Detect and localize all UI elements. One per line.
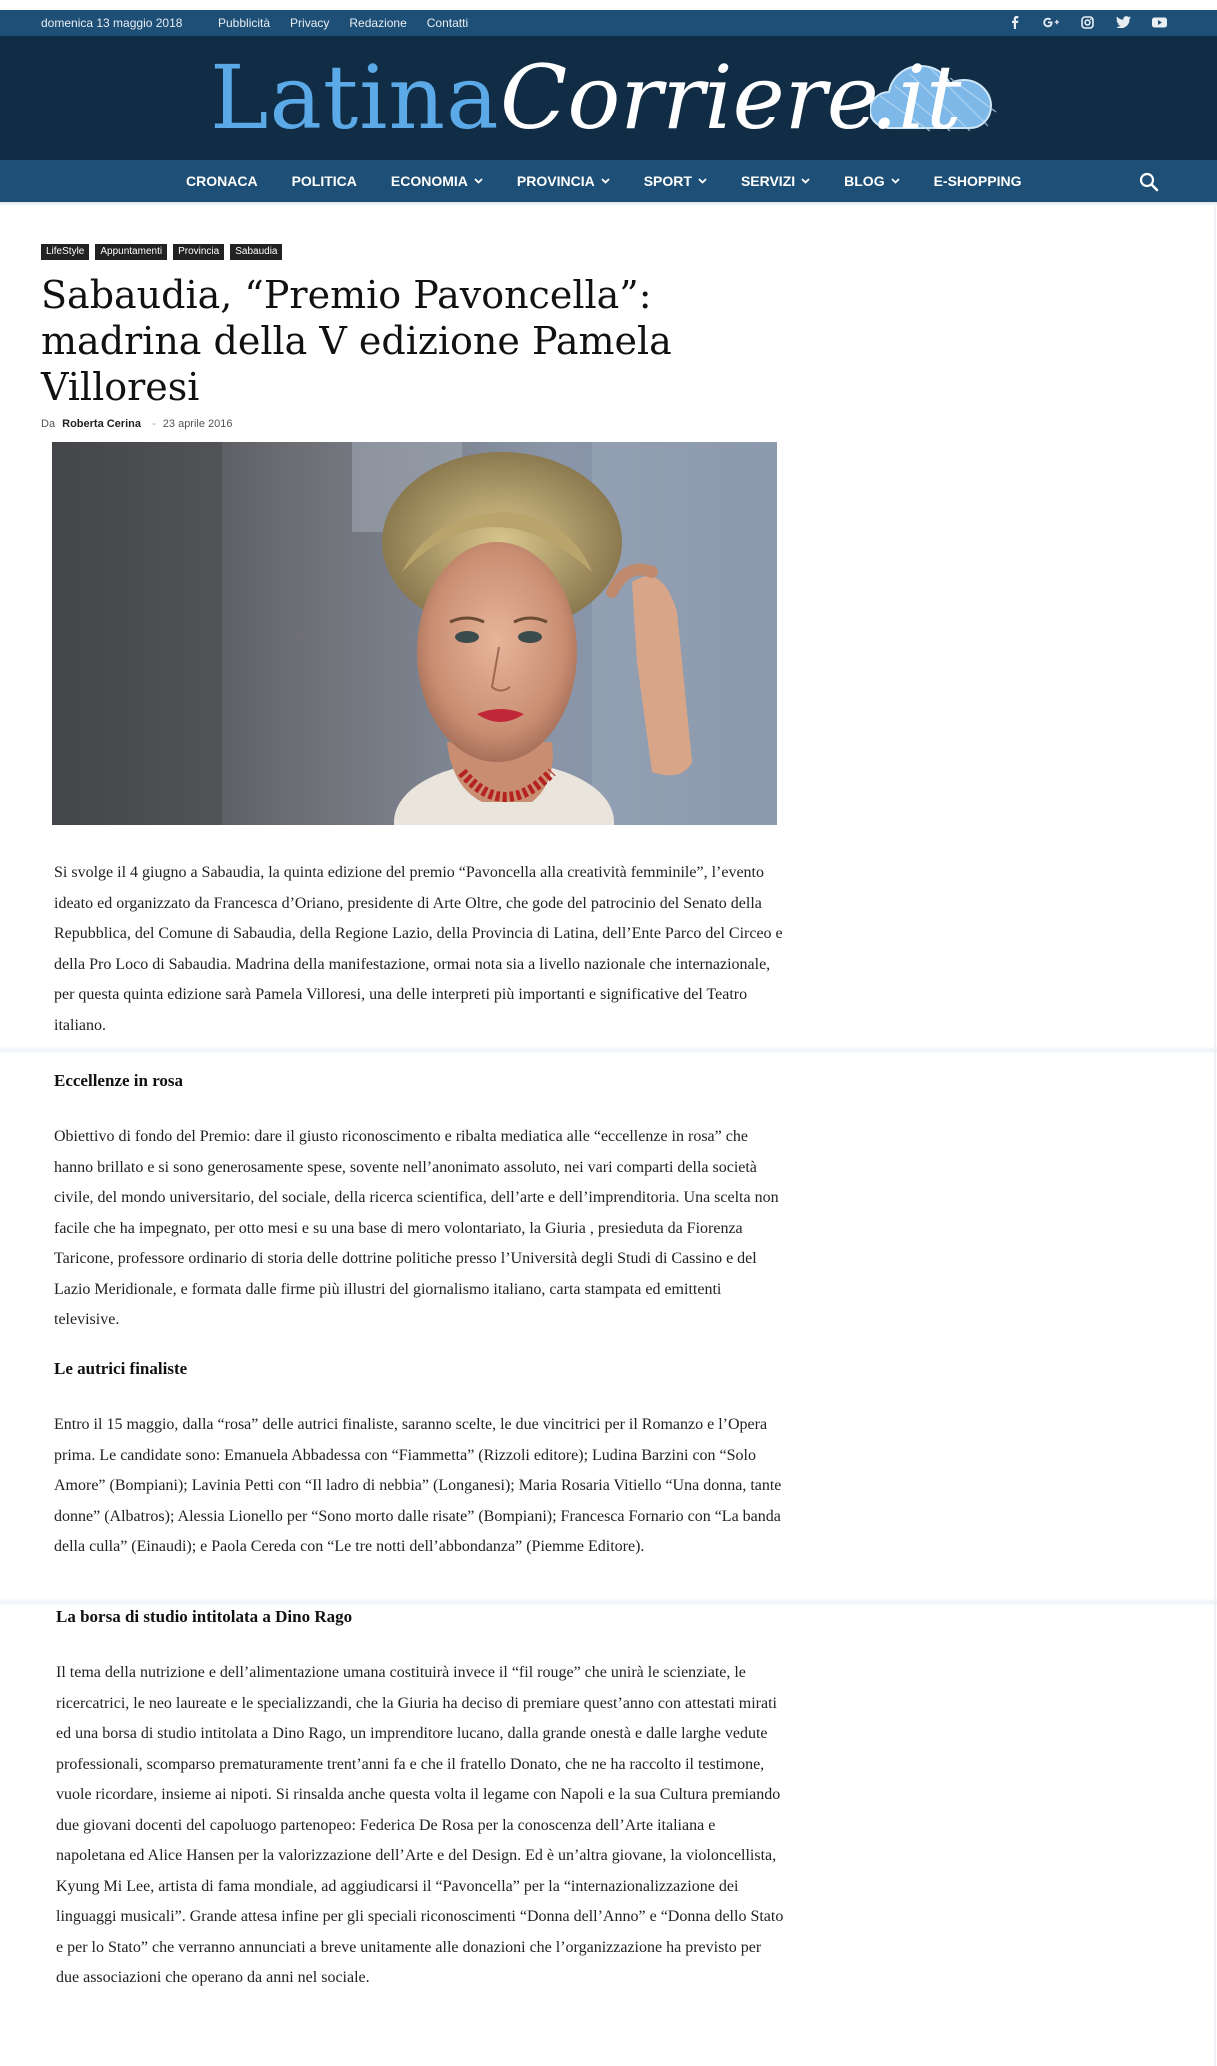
link-contatti[interactable]: Contatti	[426, 16, 469, 30]
section-heading: La borsa di studio intitolata a Dino Rago	[56, 1607, 353, 1626]
facebook-icon[interactable]	[1007, 14, 1023, 30]
chevron-down-icon	[801, 178, 810, 184]
instagram-icon[interactable]	[1079, 14, 1095, 30]
nav-item-cronaca[interactable]	[186, 173, 258, 189]
nav-shadow	[0, 202, 1217, 206]
logo-latina: Latina	[210, 46, 500, 149]
category-tag[interactable]: LifeStyle	[41, 244, 89, 260]
chevron-down-icon	[601, 178, 610, 184]
nav-item-label: E-SHOPPING	[933, 173, 1022, 189]
nav-item-label: PROVINCIA	[516, 173, 595, 189]
search-icon[interactable]	[1139, 172, 1159, 192]
link-pubblicita[interactable]: Pubblicità	[218, 16, 271, 30]
nav-item-label: SERVIZI	[740, 173, 796, 189]
current-date: domenica 13 maggio 2018	[41, 16, 183, 30]
google-plus-icon[interactable]	[1043, 14, 1059, 30]
category-tag[interactable]: Provincia	[173, 244, 224, 260]
nav-item-provincia[interactable]	[517, 173, 610, 189]
paragraph: Entro il 15 maggio, dalla “rosa” delle autrici finaliste, saranno scelte, le due vincitrici per il Romanzo e l’Opera prima. Le candidate sono: Emanuela Abbadessa con “Fiammetta” (Rizzoli editore); Ludina Barzini con “Solo Amore” (Bompiani); Lavinia Petti con “Il ladro di nebbia” (Longanesi); Maria Rosaria Vitiello “Una donna, tante donne” (Albatros); Alessia Lionello per “Sono morto dalle risate” (Bompiani); Francesca Fornario con “La banda della culla” (Einaudi); e Paola Cereda con “Le tre notti dell’abbondanza” (Piemme Editore).	[54, 1416, 782, 1555]
category-tags	[41, 244, 282, 260]
link-redazione[interactable]: Redazione	[349, 16, 407, 30]
section-heading: Le autrici finaliste	[54, 1359, 188, 1378]
paragraph: Il tema della nutrizione e dell’alimentazione umana costituirà invece il “fil rouge” che unirà le scienziate, le ricercatrici, le neo laureate e le specializzandi, che la Giuria ha deciso di premiare quest’anno con attestati mirati ed una borsa di studio intitolata a Dino Rago, un imprenditore lucano, dalla grande onestà e dalle larghe vedute professionali, scomparso prematuramente trent’anni fa e che il fratello Donato, che ne ha raccolto il testimone, vuole ricordare, insieme ai nipoti. Si rinsalda anche questa volta il legame con Napoli e la sua Cultura premiando due giovani docenti del capoluogo partenopeo: Federica De Rosa per la conoscenza dell’Arte italiana e napoletana ed Alice Hansen per la valorizzazione dell’Arte e del Design. Ed è un’altra giovane, la violoncellista, Kyung Mi Lee, artista di fama mondiale, ad aggiudicarsi il “Pavoncella” per la “internazionalizzazione dei linguaggi musicali”. Grande attesa infine per gli speciali riconoscimenti “Donna dell’Anno” e “Donna dello Stato e per lo Stato” che verranno annunciati a breve unitamente alle donazioni che l’organizzazione ha previsto per due associazioni che operano da anni nel sociale.	[56, 1664, 784, 1986]
logo-it: .it	[870, 46, 962, 149]
article-photo	[52, 442, 777, 825]
chevron-down-icon	[474, 178, 483, 184]
nav-item-label: CRONACA	[186, 173, 258, 189]
category-tag[interactable]: Sabaudia	[230, 244, 282, 260]
byline-separator: -	[152, 418, 156, 430]
chevron-down-icon	[891, 178, 900, 184]
link-privacy[interactable]: Privacy	[290, 16, 330, 30]
category-tag[interactable]: Appuntamenti	[95, 244, 167, 260]
nav-item-economia[interactable]	[391, 173, 483, 189]
chevron-down-icon	[698, 178, 707, 184]
nav-item-blog[interactable]	[844, 173, 899, 189]
twitter-icon[interactable]	[1115, 14, 1131, 30]
nav-item-label: ECONOMIA	[390, 173, 468, 189]
article-date: 23 aprile 2016	[162, 418, 233, 430]
nav-item-servizi[interactable]	[741, 173, 810, 189]
page-seam	[0, 1046, 1217, 1054]
paragraph: Obiettivo di fondo del Premio: dare il giusto riconoscimento e ribalta mediatica alle “eccellenze in rosa” che hanno brillato e si sono generosamente spese, sovente nell’anonimato assoluto, nei vari comparti della società civile, del mondo universitario, del sociale, della ricerca scientifica, dell’arte e dell’imprenditoria. Una scelta non facile che ha impegnato, per otto mesi e su una base di mero volontariato, la Giuria , presieduta da Fiorenza Taricone, professore ordinario di storia delle dottrine politiche presso l’Università degli Studi di Cassino e del Lazio Meridionale, e formata dalle firme più illustri del giornalismo italiano, carta stampata ed emittenti televisive.	[54, 1128, 779, 1328]
article-title: Sabaudia, “Premio Pavoncella”: madrina della V edizione Pamela Villoresi	[41, 273, 672, 409]
nav-item-label: BLOG	[844, 173, 885, 189]
youtube-icon[interactable]	[1151, 14, 1167, 30]
main-nav	[0, 160, 1217, 202]
right-edge	[1214, 206, 1216, 2066]
logo-corriere: Corriere	[500, 46, 879, 149]
section-heading: Eccellenze in rosa	[54, 1071, 184, 1090]
nav-item-e-shopping[interactable]	[934, 173, 1022, 189]
nav-item-label: SPORT	[643, 173, 692, 189]
social-links	[1007, 14, 1167, 30]
page-seam	[0, 1598, 1217, 1606]
top-links	[218, 16, 468, 30]
site-header	[0, 36, 1217, 160]
byline-prefix: Da	[41, 418, 56, 430]
top-bar	[0, 10, 1217, 36]
author-link[interactable]: Roberta Cerina	[62, 418, 141, 430]
byline	[41, 418, 233, 430]
paragraph: Si svolge il 4 giugno a Sabaudia, la quinta edizione del premio “Pavoncella alla creatività femminile”, l’evento ideato ed organizzato da Francesca d’Oriano, presidente di Arte Oltre, che gode del patrocinio del Senato della Repubblica, del Comune di Sabaudia, della Regione Lazio, della Provincia di Latina, dell’Ente Parco del Circeo e della Pro Loco di Sabaudia. Madrina della manifestazione, ormai nota sia a livello nazionale che internazionale, per questa quinta edizione sarà Pamela Villoresi, una delle interpreti più importanti e significative del Teatro italiano.	[54, 864, 783, 1034]
nav-item-sport[interactable]	[644, 173, 707, 189]
nav-item-label: POLITICA	[291, 173, 357, 189]
nav-item-politica[interactable]	[292, 173, 357, 189]
site-logo[interactable]	[210, 46, 1010, 156]
